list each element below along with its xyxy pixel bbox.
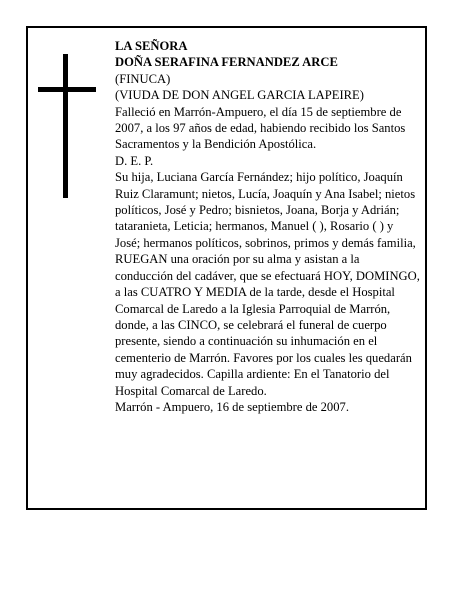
deceased-nickname: (FINUCA) [115, 71, 171, 86]
family-paragraph: Su hija, Luciana García Fernández; hijo político, Joaquín Ruiz Claramunt; nietos, Lucía, Joaquín y Ana Isabel; nietos políticos, José y Pedro; bisnietos, Joana, Borja y Adrián; tataranieta, Leticia; hermanos, Manuel ( ), Rosario ( ) y José; hermanos políticos, sobrinos, primos y demás familia, [115, 170, 416, 250]
request-paragraph: RUEGAN una oración por su alma y asistan a la conducción del cadáver, que se efectuará HOY, DOMINGO, a las CUATRO Y MEDIA de la tarde, desde el Hospital Comarcal de Laredo a la Iglesia Parroquial de Marrón, donde, a las CINCO, se celebrará el funeral de cuerpo presente, siendo a continuación su inhumación en el cementerio de Marrón. Favores por los cuales les quedarán muy agradecidos. Capilla ardiente: En el Tanatorio del Hospital Comarcal de Laredo. [115, 252, 420, 398]
cross-horizontal-bar [38, 87, 96, 92]
place-date-line: Marrón - Ampuero, 16 de septiembre de 2007. [115, 399, 349, 414]
deceased-name: DOÑA SERAFINA FERNANDEZ ARCE [115, 55, 338, 70]
widow-of-line: (VIUDA DE DON ANGEL GARCIA LAPEIRE) [115, 88, 364, 103]
title-line: LA SEÑORA [115, 39, 188, 53]
rip-line: D. E. P. [115, 153, 154, 168]
cross-icon [38, 54, 96, 198]
death-notice-paragraph: Falleció en Marrón-Ampuero, el día 15 de septiembre de 2007, a los 97 años de edad, habiendo recibido los Santos Sacramentos y la Bendición Apostólica. [115, 104, 406, 152]
cross-vertical-bar [63, 54, 68, 198]
obituary-text [115, 38, 420, 415]
